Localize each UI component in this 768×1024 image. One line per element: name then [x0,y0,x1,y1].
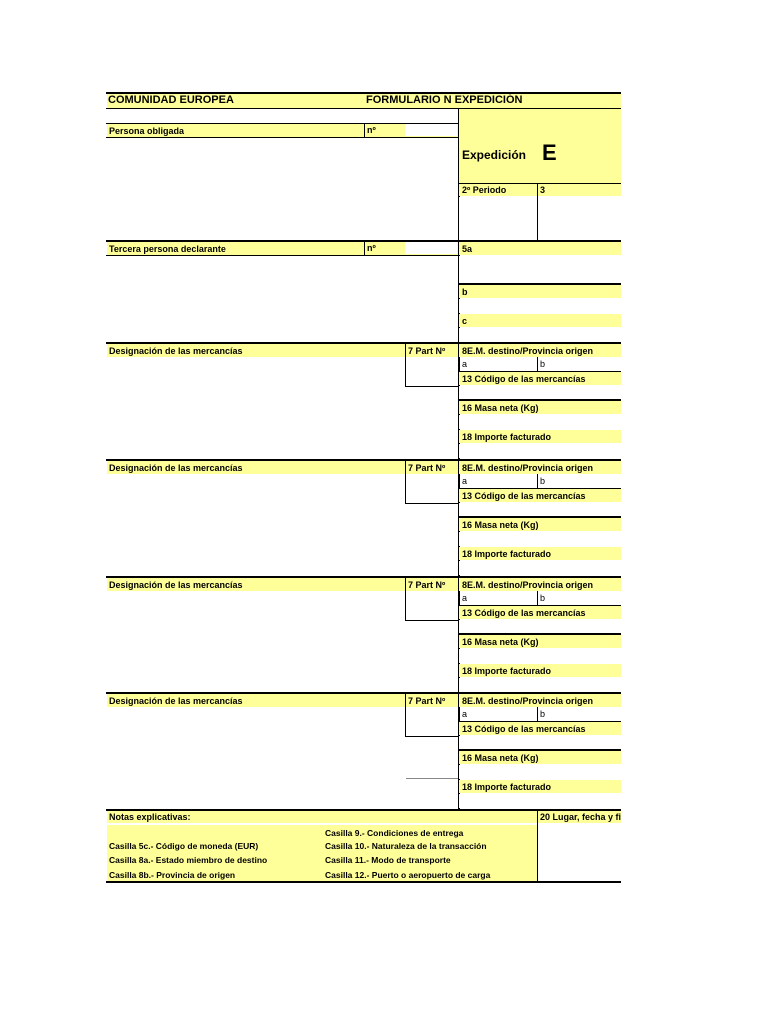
masa-neta-label: 16 Masa neta (Kg) [462,753,539,763]
rule [537,183,538,241]
casilla5a-field[interactable] [459,256,621,283]
part-label: 7 Part Nº [408,696,446,706]
masa-neta-field[interactable] [459,415,621,429]
lugar-fecha-label: 20 Lugar, fecha y fi [540,812,621,822]
part-box-bottom [405,386,458,387]
importe-field[interactable] [459,794,621,808]
box3-field[interactable] [539,197,621,240]
em-sub-divider [537,591,538,605]
em-destino-label: 8E.M. destino/Provincia origen [462,463,594,473]
part-label: 7 Part Nº [408,463,446,473]
casilla5a-label: 5a [462,244,473,254]
masa-neta-field[interactable] [459,649,621,663]
part-label: 7 Part Nº [408,580,446,590]
masa-neta-field[interactable] [459,532,621,546]
rule [364,123,365,137]
note-casilla-8a: Casilla 8a.- Estado miembro de destino [109,855,268,865]
casilla5a-band [459,242,621,255]
codigo-label: 13 Código de las mercancías [462,374,586,384]
designacion-label: Designación de las mercancías [109,696,243,706]
designacion-area[interactable] [107,592,403,690]
designacion-area[interactable] [107,475,403,573]
part-label: 7 Part Nº [408,346,446,356]
designacion-area[interactable] [107,358,403,456]
part-field[interactable] [406,475,457,502]
importe-field[interactable] [459,561,621,575]
codigo-label: 13 Código de las mercancías [462,608,586,618]
designacion-area[interactable] [107,708,403,806]
tercera-persona-num-field[interactable] [405,242,457,254]
em-destino-label: 8E.M. destino/Provincia origen [462,696,594,706]
em-sub-b[interactable]: b [540,476,546,486]
codigo-label: 13 Código de las mercancías [462,724,586,734]
part-field[interactable] [406,592,457,619]
tercera-persona-area[interactable] [107,256,457,342]
note-casilla-12: Casilla 12.- Puerto o aeropuerto de carga [325,870,491,880]
importe-label: 18 Importe facturado [462,549,552,559]
lugar-fecha-field[interactable] [538,824,621,881]
masa-neta-field[interactable] [459,765,621,779]
em-destino-label: 8E.M. destino/Provincia origen [462,346,594,356]
box3-label: 3 [540,185,546,195]
note-casilla-8b: Casilla 8b.- Provincia de origen [109,870,236,880]
note-casilla-11: Casilla 11.- Modo de transporte [325,855,451,865]
persona-obligada-area[interactable] [107,138,457,241]
em-sub-divider [537,474,538,488]
part-field[interactable] [406,358,457,385]
em-sub-divider [537,707,538,721]
em-sub-divider [537,357,538,371]
importe-field[interactable] [459,444,621,458]
expedicion-label: Expedición [462,148,527,162]
periodo-field[interactable] [459,197,536,240]
persona-obligada-num-field[interactable] [405,124,457,136]
part-box-bottom [405,620,458,621]
persona-obligada-label: Persona obligada [109,126,185,136]
casilla5c-label: c [462,316,468,326]
note-casilla-5c: Casilla 5c.- Código de moneda (EUR) [109,841,259,851]
codigo-field[interactable] [459,736,621,749]
codigo-field[interactable] [459,620,621,633]
periodo-label: 2º Periodo [462,185,507,195]
part-box-bottom [405,736,458,737]
note-casilla-10: Casilla 10.- Naturaleza de la transacción [325,841,487,851]
part-box-bottom [405,503,458,504]
em-sub-a[interactable]: a [462,709,468,719]
casilla5c-field[interactable] [459,328,621,342]
designacion-label: Designación de las mercancías [109,346,243,356]
notes-title: Notas explicativas: [109,812,191,822]
tercera-persona-num-label: nº [367,243,376,253]
em-sub-b[interactable]: b [540,359,546,369]
designacion-label: Designación de las mercancías [109,463,243,473]
importe-field[interactable] [459,678,621,692]
notes-bottom-rule [106,881,621,883]
em-sub-a[interactable]: a [462,476,468,486]
rule [364,241,365,255]
masa-neta-label: 16 Masa neta (Kg) [462,520,539,530]
codigo-label: 13 Código de las mercancías [462,491,586,501]
casilla5b-field[interactable] [459,299,621,313]
importe-label: 18 Importe facturado [462,432,552,442]
em-sub-b[interactable]: b [540,709,546,719]
tercera-persona-label: Tercera persona declarante [109,244,226,254]
header-community: COMUNIDAD EUROPEA [108,94,234,106]
expedicion-box [459,109,621,183]
header-form-title: FORMULARIO N EXPEDICIÓN [366,94,523,106]
codigo-field[interactable] [459,386,621,399]
expedicion-letter: E [542,140,557,165]
em-destino-label: 8E.M. destino/Provincia origen [462,580,594,590]
masa-neta-label: 16 Masa neta (Kg) [462,403,539,413]
em-sub-a[interactable]: a [462,593,468,603]
rule [406,778,458,779]
persona-obligada-num-label: nº [367,125,376,135]
designacion-label: Designación de las mercancías [109,580,243,590]
rule [459,108,621,109]
importe-label: 18 Importe facturado [462,666,552,676]
casilla5b-band [459,285,621,298]
em-sub-a[interactable]: a [462,359,468,369]
casilla5b-label: b [462,287,468,297]
masa-neta-label: 16 Masa neta (Kg) [462,637,539,647]
codigo-field[interactable] [459,503,621,516]
note-casilla-9: Casilla 9.- Condiciones de entrega [325,828,464,838]
importe-label: 18 Importe facturado [462,782,552,792]
casilla5c-band [459,314,621,327]
em-sub-b[interactable]: b [540,593,546,603]
part-field[interactable] [406,708,457,735]
